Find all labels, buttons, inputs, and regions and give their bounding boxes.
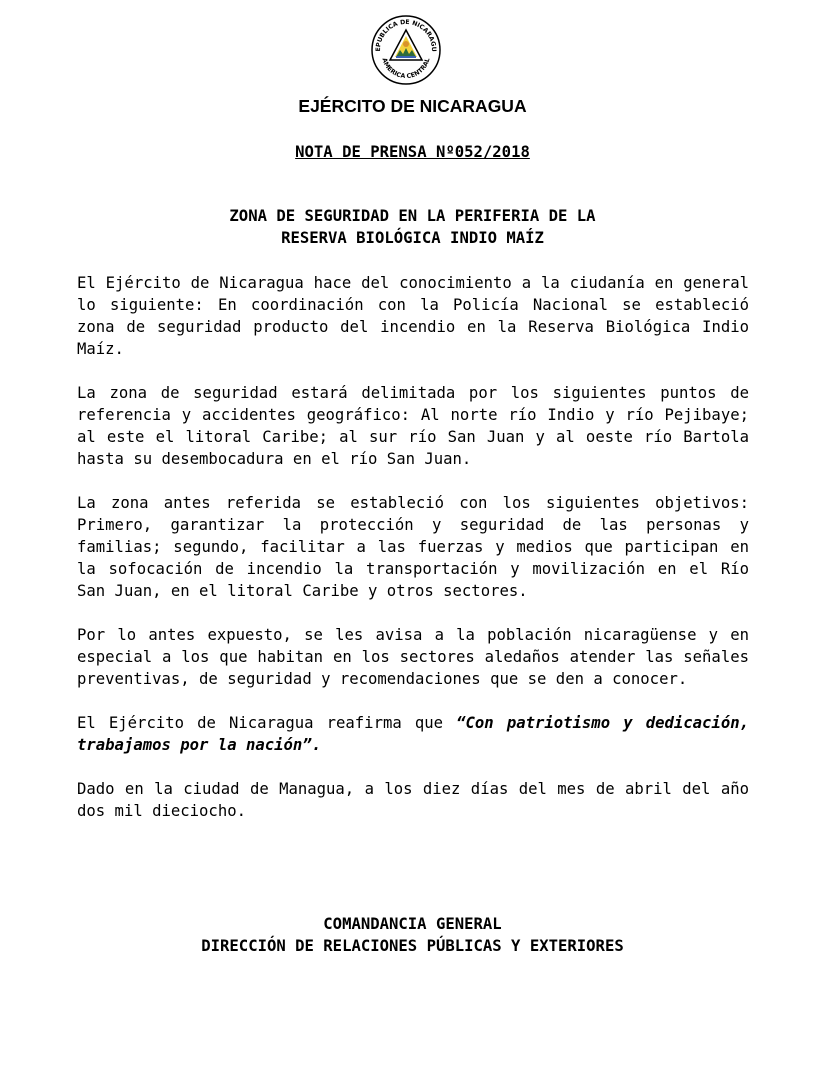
- paragraph-warning: Por lo antes expuesto, se les avisa a la población nicaragüense y en especial a los que habitan en los sectores aledaños atender las señales preventivas, de seguridad y recomendaciones que se den a conocer.: [77, 626, 749, 688]
- document-title: [0, 205, 825, 249]
- motto-intro: El Ejército de Nicaragua reafirma que: [77, 714, 457, 732]
- paragraph-date-place: Dado en la ciudad de Managua, a los diez días del mes de abril del año dos mil dieciocho.: [77, 780, 749, 820]
- motto-quote: “Con patriotismo y dedicación, trabajamos por la nación”.: [77, 714, 749, 754]
- title-line-1: ZONA DE SEGURIDAD EN LA PERIFERIA DE LA: [229, 207, 596, 225]
- signature-line-1: COMANDANCIA GENERAL: [323, 915, 502, 933]
- paragraph-zone-limits: La zona de seguridad estará delimitada por los siguientes puntos de referencia y accidentes geográfico: Al norte río Indio y río Pejibaye; al este el litoral Caribe; al sur río San Juan y al oeste río Bartola hasta su desembocadura en el río San Juan.: [77, 384, 749, 468]
- paragraph-objectives: La zona antes referida se estableció con los siguientes objetivos: Primero, garantizar la protección y seguridad de las personas y familias; segundo, facilitar a las fuerzas y medios que participan en la sofocación de incendio la transportación y movilización en el Río San Juan, en el litoral Caribe y otros sectores.: [77, 494, 749, 600]
- svg-text:AMERICA CENTRAL: AMERICA CENTRAL: [380, 57, 432, 81]
- press-note-number: NOTA DE PRENSA Nº052/2018: [295, 143, 530, 161]
- press-release-body: [77, 272, 749, 844]
- paragraph-announcement: El Ejército de Nicaragua hace del conocimiento a la ciudanía en general lo siguiente: En coordinación con la Policía Nacional se estableció zona de seguridad producto del incendio en la Reserva Biológica Indio Maíz.: [77, 274, 749, 358]
- signature-line-2: DIRECCIÓN DE RELACIONES PÚBLICAS Y EXTERIORES: [201, 937, 624, 955]
- coat-of-arms-seal: [370, 14, 442, 86]
- signature-block: [0, 913, 825, 957]
- organization-name: EJÉRCITO DE NICARAGUA: [298, 96, 527, 116]
- title-line-2: RESERVA BIOLÓGICA INDIO MAÍZ: [281, 229, 544, 247]
- svg-text:REPUBLICA DE NICARAGUA: EPUBLICA DE NICARAGU: [374, 18, 438, 52]
- paragraph-motto: [77, 712, 749, 756]
